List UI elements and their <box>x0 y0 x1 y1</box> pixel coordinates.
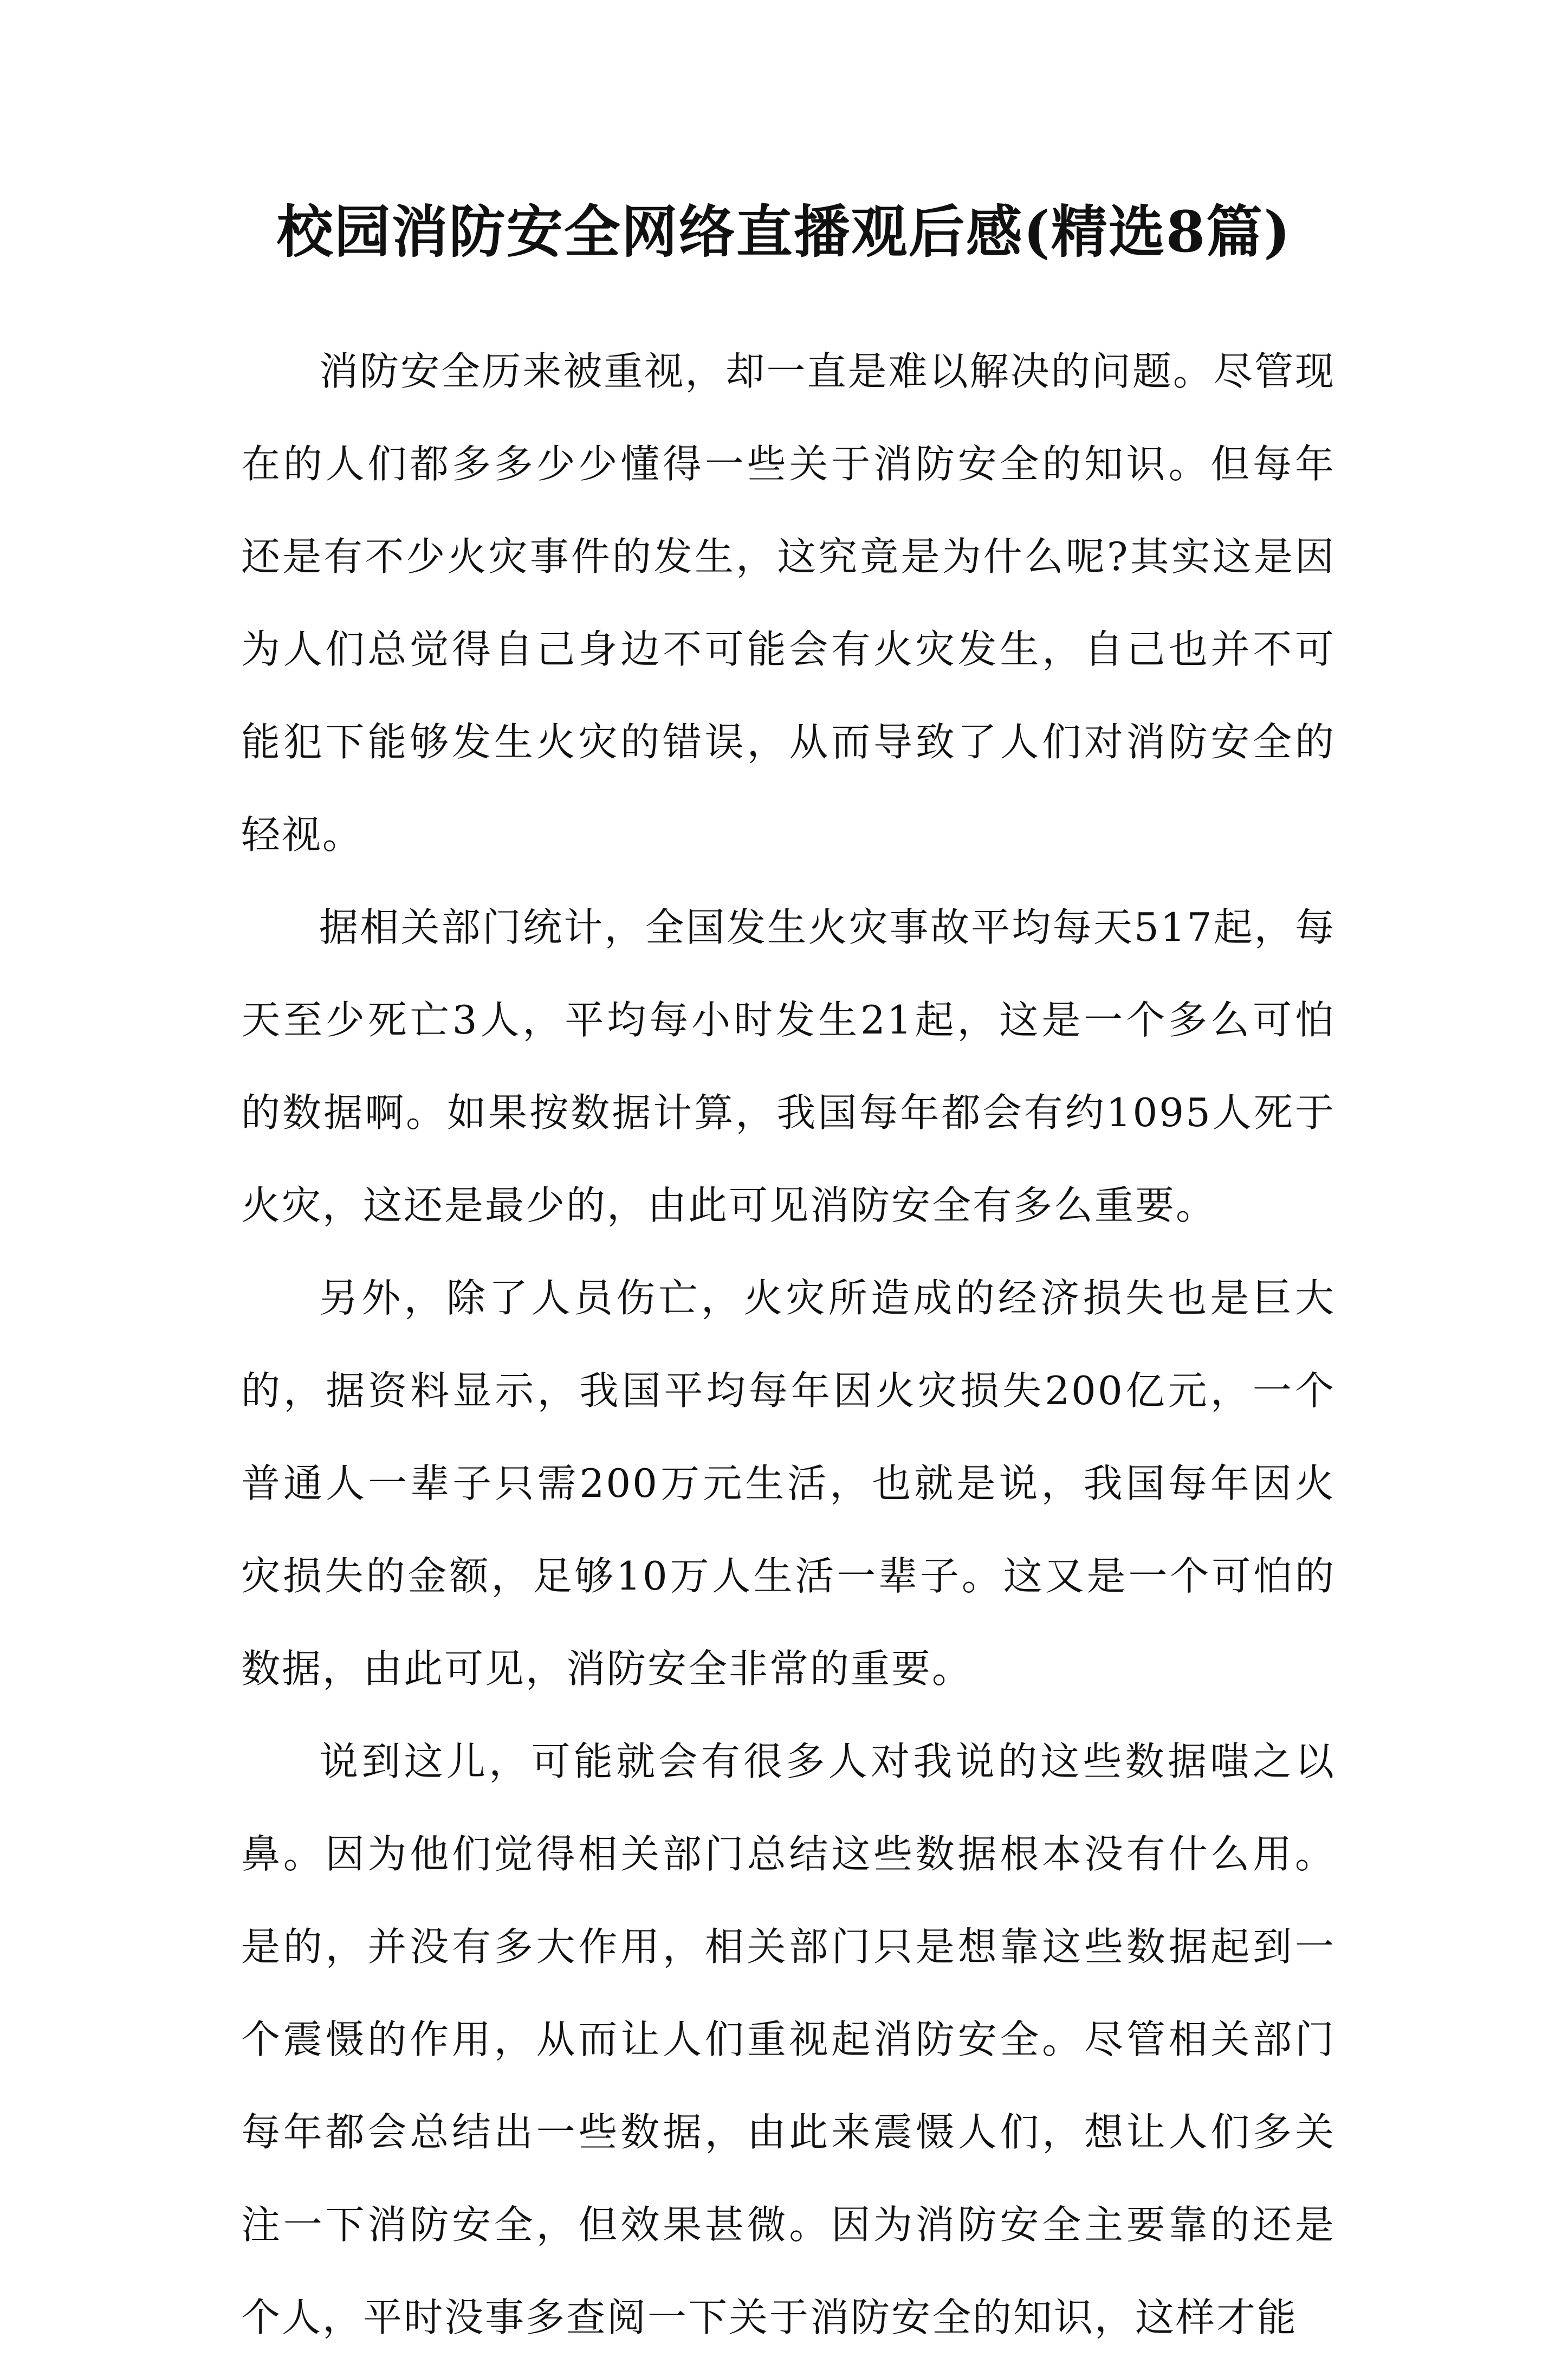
paragraph: 消防安全历来被重视，却一直是难以解决的问题。尽管现在的人们都多多少少懂得一些关于消防安全的知识。但每年还是有不少火灾事件的发生，这究竟是为什么呢?其实这是因为人们总觉得自己身边不可能会有火灾发生，自己也并不可能犯下能够发生火灾的错误，从而导致了人们对消防安全的轻视。 <box>241 348 1336 857</box>
paragraph: 说到这儿，可能就会有很多人对我说的这些数据嗤之以鼻。因为他们觉得相关部门总结这些数据根本没有什么用。是的，并没有多大作用，相关部门只是想靠这些数据起到一个震慑的作用，从而让人们重视起消防安全。尽管相关部门每年都会总结出一些数据，由此来震慑人们，想让人们多关注一下消防安全，但效果甚微。因为消防安全主要靠的还是个人，平时没事多查阅一下关于消防安全的知识，这样才能 <box>241 1739 1336 2340</box>
paragraph: 据相关部门统计，全国发生火灾事故平均每天517起，每天至少死亡3人，平均每小时发生21起，这是一个多么可怕的数据啊。如果按数据计算，我国每年都会有约1095人死于火灾，这还是最少的，由此可见消防安全有多么重要。 <box>241 905 1336 1228</box>
document-body <box>241 325 1336 2364</box>
paragraph: 另外，除了人员伤亡，火灾所造成的经济损失也是巨大的，据资料显示，我国平均每年因火灾损失200亿元，一个普通人一辈子只需200万元生活，也就是说，我国每年因火灾损失的金额，足够10万人生活一辈子。这又是一个可怕的数据，由此可见，消防安全非常的重要。 <box>241 1275 1336 1691</box>
document-title: 校园消防安全网络直播观后感(精选8篇) <box>276 198 1292 265</box>
